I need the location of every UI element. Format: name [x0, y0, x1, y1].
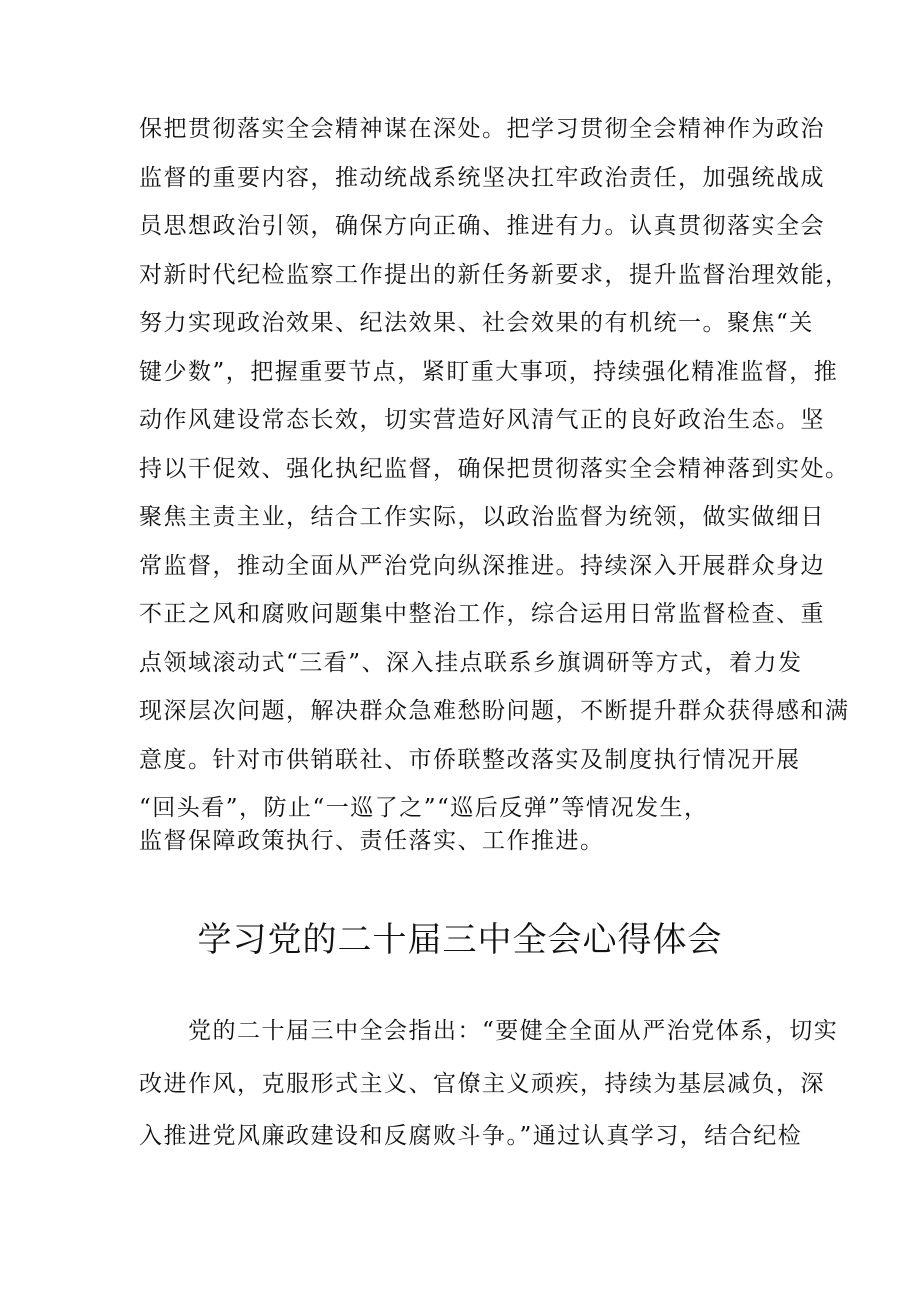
text-line: 意度。针对市供销联社、市侨联整改落实及制度执行情况开展	[139, 747, 801, 773]
text-line: 动作风建设常态长效，切实营造好风清气正的良好政治生态。坚	[139, 407, 825, 433]
text-line: 持以干促效、强化执纪监督，确保把贯彻落实全会精神落到实处。	[139, 456, 850, 482]
text-line: 入推进党风廉政建设和反腐败斗争。”通过认真学习，结合纪检	[139, 1123, 803, 1149]
section-title-text: 学习党的二十届三中全会心得体会	[197, 920, 723, 960]
text-line: 保把贯彻落实全会精神谋在深处。把学习贯彻全会精神作为政治	[139, 116, 825, 142]
text-line: 不正之风和腐败问题集中整治工作，综合运用日常监督检查、重	[139, 601, 825, 627]
text-line: 键少数”，把握重要节点，紧盯重大事项，持续强化精准监督，推	[139, 359, 839, 385]
text-line: 点领域滚动式“三看”、深入挂点联系乡旗调研等方式，着力发	[139, 650, 803, 676]
section-title	[0, 918, 920, 962]
text-line: “回头看”，防止“一巡了之”“巡后反弹”等情况发生，	[139, 795, 709, 821]
text-line: 党的二十届三中全会指出：“要健全全面从严治党体系，切实	[139, 1018, 839, 1044]
text-line: 对新时代纪检监察工作提出的新任务新要求，提升监督治理效能，	[139, 262, 850, 288]
text-line: 改进作风，克服形式主义、官僚主义顽疾，持续为基层减负，深	[139, 1071, 825, 1097]
text-line: 常监督，推动全面从严治党向纵深推进。持续深入开展群众身边	[139, 553, 825, 579]
text-line: 现深层次问题，解决群众急难愁盼问题，不断提升群众获得感和满	[139, 698, 850, 724]
text-line: 聚焦主责主业，结合工作实际，以政治监督为统领，做实做细日	[139, 504, 825, 530]
text-line: 监督保障政策执行、责任落实、工作推进。	[139, 828, 605, 854]
text-line: 员思想政治引领，确保方向正确、推进有力。认真贯彻落实全会	[139, 213, 825, 239]
text-line: 努力实现政治效果、纪法效果、社会效果的有机统一。聚焦“关	[139, 310, 814, 336]
text-line: 监督的重要内容，推动统战系统坚决扛牢政治责任，加强统战成	[139, 165, 825, 191]
